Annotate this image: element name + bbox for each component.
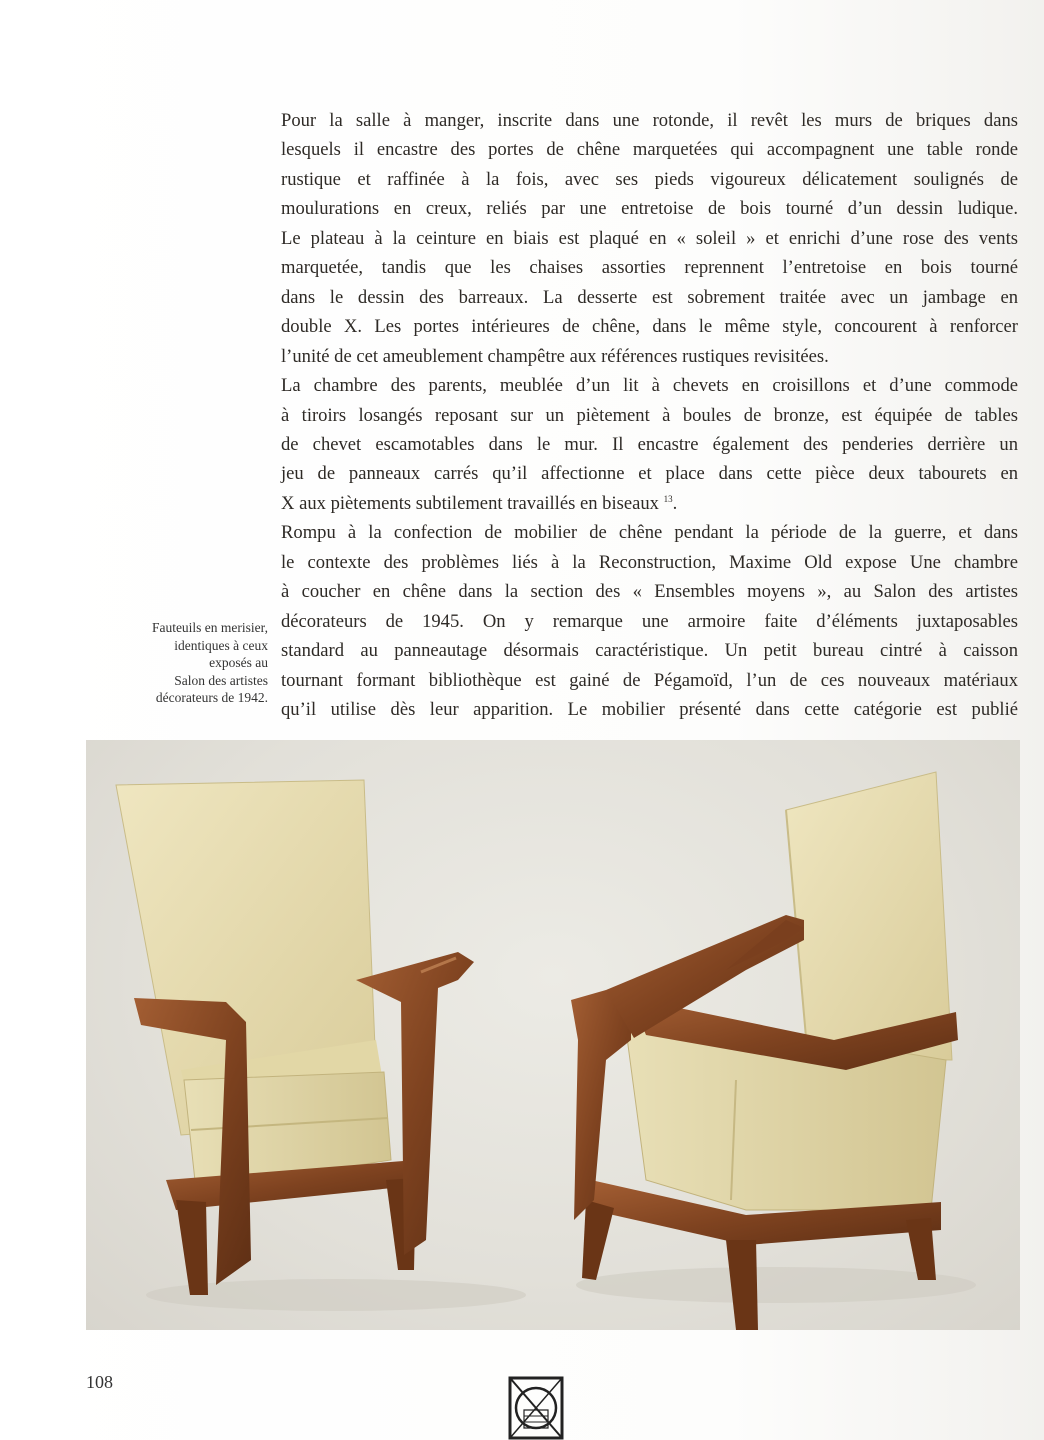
text-line-content: X aux piètements subtilement travaillés en biseaux <box>281 492 659 514</box>
caption-line: Salon des artistes <box>174 672 268 688</box>
body-text <box>281 106 1018 725</box>
text-line: qu’il utilise dès leur apparition. Le mobilier présenté dans cette catégorie est publié <box>281 699 1018 721</box>
caption-line: exposés au <box>209 655 268 670</box>
right-armchair <box>571 772 958 1330</box>
paragraph-2 <box>281 371 1018 518</box>
text-line: décorateurs de 1945. On y remarque une armoire faite d’éléments juxtaposables <box>281 610 1018 632</box>
photo-caption <box>90 619 268 707</box>
text-line: Le plateau à la ceinture en biais est plaqué en « soleil » et enrichi d’une rose des vents <box>281 227 1018 249</box>
armchairs-illustration <box>86 740 1020 1330</box>
text-line: standard au panneautage désormais caractéristique. Un petit bureau cintré à caisson <box>281 640 1018 662</box>
text-line: à tiroirs losangés reposant sur un piètement à boules de bronze, est équipée de tables <box>281 404 1018 426</box>
text-line: de chevet escamotables dans le mur. Il encastre également des penderies derrière un <box>281 433 1018 455</box>
text-line <box>281 489 1018 518</box>
text-line: marquetée, tandis que les chaises assorties reprennent l’entretoise en bois tourné <box>281 257 1018 279</box>
text-line: Pour la salle à manger, inscrite dans une rotonde, il revêt les murs de briques dans <box>281 110 1018 131</box>
left-armchair <box>116 780 474 1295</box>
armchairs-photo <box>86 740 1020 1330</box>
text-line: tournant formant bibliothèque est gainé de Pégamoïd, l’un de ces nouveaux matériaux <box>281 669 1018 691</box>
page-number: 108 <box>86 1372 113 1392</box>
text-line: La chambre des parents, meublée d’un lit à chevets en croisillons et d’une commode <box>281 375 1018 397</box>
text-line: le contexte des problèmes liés à la Reconstruction, Maxime Old expose Une chambre <box>281 551 1018 573</box>
publisher-logo <box>504 1372 568 1440</box>
text-line: double X. Les portes intérieures de chêne, dans le même style, concourent à renforcer <box>281 316 1018 338</box>
caption-line: décorateurs de 1942. <box>155 690 268 705</box>
text-line: jeu de panneaux carrés qu’il affectionne et place dans cette pièce deux tabourets en <box>281 463 1018 485</box>
text-line-end: . <box>672 492 678 514</box>
text-line: moulurations en creux, reliés par une entretoise de bois tourné d’un dessin ludique. <box>281 198 1018 220</box>
text-line: Rompu à la confection de mobilier de chêne pendant la période de la guerre, et dans <box>281 522 1018 544</box>
footnote-marker: 13 <box>663 493 673 504</box>
paragraph-1 <box>281 106 1018 371</box>
text-line: dans le dessin des barreaux. La desserte est sobrement traitée avec un jambage en <box>281 286 1018 308</box>
paragraph-3 <box>281 518 1018 724</box>
text-line: rustique et raffinée à la fois, avec ses pieds vigoureux délicatement soulignés de <box>281 168 1018 190</box>
caption-line: identiques à ceux <box>174 637 268 653</box>
caption-line: Fauteuils en merisier, <box>151 620 268 635</box>
text-line: lesquels il encastre des portes de chêne marquetées qui accompagnent une table ronde <box>281 139 1018 161</box>
text-line: à coucher en chêne dans la section des « Ensembles moyens », au Salon des artistes <box>281 581 1018 603</box>
text-line: l’unité de cet ameublement champêtre aux références rustiques revisitées. <box>281 345 829 367</box>
